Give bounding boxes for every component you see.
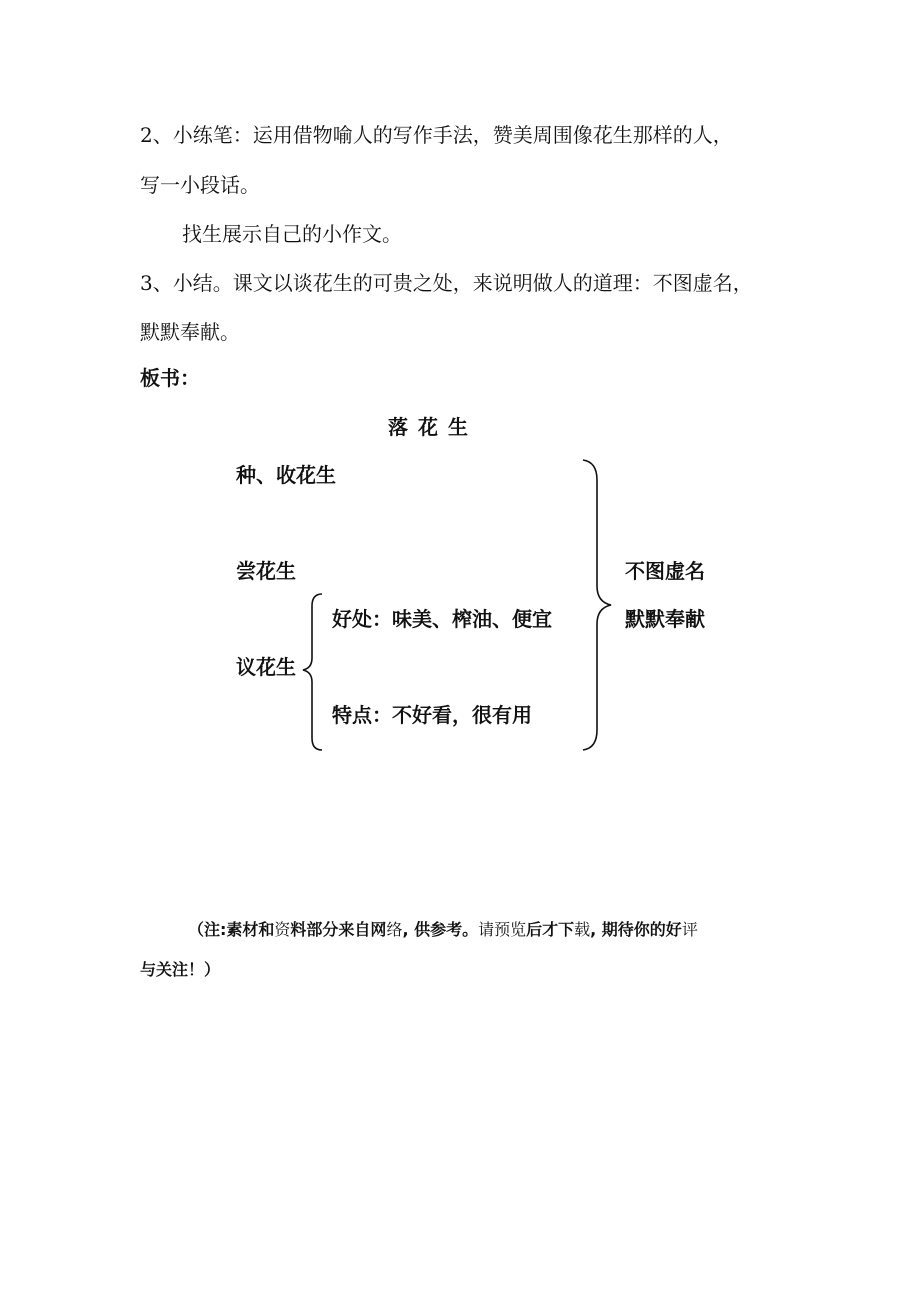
- note-part: , 供参考。: [402, 920, 479, 939]
- note-part: 评: [681, 920, 698, 939]
- right-brace-icon: [578, 458, 618, 752]
- board-label: 板书：: [140, 366, 200, 390]
- note-line-2: 与关注！）: [140, 960, 221, 979]
- note-part: 后才下: [526, 920, 575, 939]
- board-title: 落花生: [388, 415, 478, 439]
- note-part: 料部分来自网: [290, 920, 387, 939]
- board-item-taste: 尝花生: [236, 559, 296, 583]
- show-work-line: 找生展示自己的小作文。: [182, 222, 402, 246]
- left-brace-icon: [300, 592, 330, 752]
- board-item-plant: 种、收花生: [236, 463, 336, 487]
- note-line-1: [188, 920, 698, 940]
- board-conclusion-1: 不图虚名: [625, 559, 705, 583]
- board-benefit: 好处：味美、榨油、便宜: [332, 607, 552, 631]
- note-part: 资: [274, 920, 291, 939]
- exercise-line-1: 2、小练笔：运用借物喻人的写作手法，赞美周围像花生那样的人，: [140, 123, 733, 147]
- summary-line-1: 3、小结。课文以谈花生的可贵之处，来说明做人的道理：不图虚名，: [140, 271, 753, 295]
- note-part: （注:素材和: [188, 920, 275, 939]
- board-feature: 特点：不好看，很有用: [332, 703, 532, 727]
- note-part: , 期待你的好: [590, 920, 682, 939]
- note-part: 络: [386, 920, 403, 939]
- exercise-line-2: 写一小段话。: [140, 173, 260, 197]
- board-item-discuss: 议花生: [236, 655, 296, 679]
- note-part: 请预览: [478, 920, 527, 939]
- note-part: 载: [574, 920, 591, 939]
- board-conclusion-2: 默默奉献: [625, 607, 705, 631]
- summary-line-2: 默默奉献。: [140, 320, 240, 344]
